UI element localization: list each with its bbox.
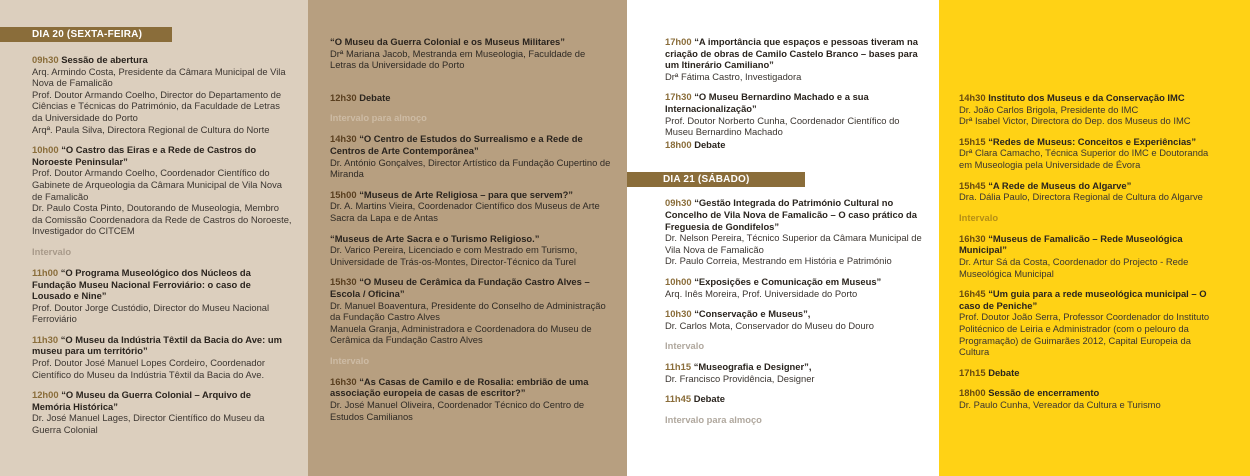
session-title: “Museus de Famalicão – Rede Museológica Municipal” (959, 232, 1183, 256)
session-title: “Exposições e Comunicação em Museus” (694, 275, 882, 287)
break-label: Intervalo (330, 354, 370, 366)
debate-item (665, 139, 927, 151)
session-title: Sessão de encerramento (988, 387, 1100, 399)
session-item (959, 136, 1220, 171)
session-heading (32, 267, 292, 302)
session-item (959, 92, 1220, 127)
session-heading (665, 197, 927, 232)
session-time: 17h15 (959, 366, 986, 378)
session-title: Debate (988, 366, 1020, 378)
session-title: “Museus de Arte Sacra e o Turismo Religioso.” (330, 232, 540, 244)
day-tag: DIA 21 (SÁBADO) (627, 172, 805, 187)
session-speakers: Dr. Varico Pereira, Licenciado e com Mestrado em Turismo, Universidade de Trás-os-Montes, Director-Técnico da Turel (330, 244, 578, 267)
session-list (330, 133, 611, 346)
session-time: 09h30 (32, 54, 59, 65)
session-item (32, 334, 292, 380)
session-item (665, 308, 927, 331)
session-item (665, 276, 927, 299)
session-title: “O Museu da Guerra Colonial – Arquivo de Memória Histórica” (32, 389, 251, 412)
session-heading (330, 133, 611, 156)
session-title: “Museus de Arte Religiosa – para que servem?” (359, 188, 573, 200)
session-title: “Conservação e Museus”, (694, 308, 811, 320)
session-speakers: Dr. A. Martins Vieira, Coordenador Científico dos Museus de Arte Sacra da Lapa e de Antas (330, 200, 600, 223)
session-speakers: Dra. Dália Paulo, Directora Regional de Cultura do Algarve (959, 191, 1203, 203)
session-time: 14h30 (959, 92, 986, 103)
session-time: 10h00 (32, 144, 59, 156)
session-list (665, 36, 927, 138)
session-time: 15h00 (330, 188, 357, 200)
session-time: 12h30 (330, 91, 357, 103)
session-list (330, 376, 611, 422)
session-item (330, 36, 611, 71)
session-speakers: Arq. Armindo Costa, Presidente da Câmara Municipal de Vila Nova de Famalicão Prof. Doutor Armando Coelho, Director do Departamento de Ciências e Técnicas do Património, da Faculdade de Letras da Universidade do Porto Arqª. Paula Silva, Directora Regional de Cultura do Norte (32, 65, 286, 135)
session-title: “A importância que espaços e pessoas tiveram na criação de obras de Camilo Castelo Branco – bases para um Itinerário Camiliano” (665, 36, 918, 71)
session-time: 16h30 (959, 232, 986, 244)
session-speakers: Arq. Inês Moreira, Prof. Universidade do Porto (665, 287, 858, 299)
session-list (32, 54, 292, 237)
session-speakers: Dr. Carlos Mota, Conservador do Museu do Douro (665, 319, 874, 331)
session-item (665, 91, 927, 137)
break-label: Intervalo (959, 211, 999, 223)
session-title: “O Castro das Eiras e a Rede de Castros do Noroeste Peninsular” (32, 144, 257, 167)
session-time: 11h00 (32, 266, 59, 278)
session-title: “Museografia e Designer”, (693, 361, 812, 373)
session-speakers: Drª Clara Camacho, Técnica Superior do IMC e Doutoranda em Museologia pela Universidade de Évora (959, 147, 1209, 170)
session-speakers: Prof. Doutor José Manuel Lopes Cordeiro, Coordenador Científico do Museu da Indústria Têxtil da Bacia do Ave. (32, 357, 265, 380)
session-item (959, 233, 1220, 279)
session-speakers: Dr. Artur Sá da Costa, Coordenador do Projecto - Rede Museológica Municipal (959, 255, 1189, 279)
session-heading (959, 233, 1220, 256)
session-time: 10h00 (665, 275, 692, 287)
lunch-break-label: Intervalo para almoço (330, 112, 427, 124)
session-title: “Redes de Museus: Conceitos e Experiências” (988, 135, 1197, 147)
session-item (665, 197, 927, 267)
session-list (959, 92, 1220, 203)
debate-item (665, 393, 927, 405)
session-title: “O Museu da Indústria Têxtil da Bacia do Ave: um museu para um território” (32, 333, 282, 357)
session-time: 17h00 (665, 36, 692, 47)
session-speakers: Prof. Doutor João Serra, Professor Coordenador do Instituto Politécnico de Leiria e Administrador (com o pelouro da Programação) de Guimarães 2012, Capital Europeia da Cultura (959, 311, 1210, 358)
debate-item (959, 367, 1220, 379)
session-title: “Um guia para a rede museológica municipal – O caso de Peniche” (959, 288, 1207, 311)
session-title: Instituto dos Museus e da Conservação IMC (988, 92, 1185, 103)
session-item (32, 389, 292, 435)
session-item (959, 288, 1220, 358)
session-time: 11h15 (665, 361, 692, 373)
session-list (959, 233, 1220, 358)
session-list (665, 361, 927, 384)
session-heading (330, 233, 611, 245)
break-label: Intervalo (32, 245, 72, 257)
break-label: Intervalo (665, 340, 705, 352)
session-item (665, 36, 927, 82)
session-item (330, 189, 611, 224)
session-time: 11h45 (665, 393, 692, 405)
session-item (330, 376, 611, 422)
session-heading (959, 92, 1220, 104)
session-item (330, 233, 611, 268)
session-heading (32, 334, 292, 357)
session-time: 10h30 (665, 308, 692, 320)
session-title: “As Casas de Camilo e de Rosalia: embrião de uma associação europeia de casas de escritor?” (330, 375, 589, 399)
session-list (330, 36, 611, 71)
session-time: 17h30 (665, 91, 692, 103)
session-heading (330, 36, 611, 48)
session-time: 15h45 (959, 179, 986, 191)
session-speakers: Prof. Doutor Armando Coelho, Coordenador Científico do Gabinete de Arqueologia da Câmara Municipal de Vila Nova de Famalicão Dr. Paulo Costa Pinto, Doutorando de Museologia, Membro da Comissão Coordenadora da Rede de Castros do Noroeste, Investigador do CITCEM (32, 167, 292, 237)
session-title: “O Centro de Estudos do Surrealismo e a Rede de Centros de Arte Contemporânea” (330, 133, 583, 156)
session-speakers: Drª Fátima Castro, Investigadora (665, 70, 802, 82)
session-heading (32, 144, 292, 167)
session-item (32, 267, 292, 325)
session-item (32, 54, 292, 135)
column-day21-afternoon (939, 0, 1250, 476)
session-heading (32, 389, 292, 412)
session-item (330, 276, 611, 346)
session-heading (330, 376, 611, 399)
session-title: Debate (359, 91, 391, 103)
session-item (959, 180, 1220, 203)
session-heading (330, 276, 611, 299)
session-speakers: Dr. António Gonçalves, Director Artístico da Fundação Cupertino de Miranda (330, 156, 611, 180)
session-heading (959, 387, 1220, 399)
session-heading (665, 276, 927, 288)
session-item (32, 144, 292, 237)
column-day21-morning (627, 0, 939, 476)
session-list (32, 267, 292, 436)
session-title: “O Museu de Cerâmica da Fundação Castro Alves – Escola / Oficina” (330, 276, 590, 299)
session-heading (665, 36, 927, 71)
debate-item (330, 92, 611, 104)
session-speakers: Prof. Doutor Norberto Cunha, Coordenador Científico do Museu Bernardino Machado (665, 114, 900, 138)
session-heading (959, 136, 1220, 148)
session-title: “Gestão Integrada do Património Cultural no Concelho de Vila Nova de Famalicão – O caso prático da Freguesia de Gondifelos” (665, 197, 917, 232)
session-heading (959, 288, 1220, 311)
session-heading (32, 54, 292, 66)
session-heading (330, 189, 611, 201)
session-time: 16h30 (330, 375, 357, 387)
session-title: Debate (694, 138, 726, 150)
session-speakers: Dr. José Manuel Lages, Director Científico do Museu da Guerra Colonial (32, 412, 265, 436)
session-title: Debate (693, 393, 725, 405)
session-title: “A Rede de Museus do Algarve” (988, 179, 1132, 191)
session-time: 15h30 (330, 276, 357, 288)
column-day20-afternoon (308, 0, 627, 476)
session-title: “O Programa Museológico dos Núcleos da Fundação Museu Nacional Ferroviário: o caso de Lousado e Nine” (32, 266, 251, 302)
session-title: “O Museu da Guerra Colonial e os Museus Militares” (330, 36, 565, 47)
column-day20-morning (0, 0, 308, 476)
session-time: 18h00 (959, 387, 986, 399)
session-item (959, 387, 1220, 410)
session-item (665, 361, 927, 384)
session-speakers: Drª Mariana Jacob, Mestranda em Museologia, Faculdade de Letras da Universidade do Porto (330, 47, 586, 71)
session-time: 14h30 (330, 133, 357, 145)
session-heading (959, 180, 1220, 192)
session-speakers: Dr. José Manuel Oliveira, Coordenador Técnico do Centro de Estudos Camilianos (330, 399, 585, 422)
session-heading (665, 361, 927, 373)
session-speakers: Dr. Paulo Cunha, Vereador da Cultura e Turismo (959, 398, 1161, 410)
session-time: 09h30 (665, 197, 692, 209)
session-speakers: Dr. João Carlos Brigola, Presidente do IMC Drª Isabel Victor, Directora do Dep. dos Museus do IMC (959, 103, 1191, 127)
day-tag: DIA 20 (SEXTA-FEIRA) (0, 27, 172, 42)
session-list (959, 387, 1220, 410)
lunch-break-label: Intervalo para almoço (665, 414, 762, 426)
session-time: 16h45 (959, 288, 986, 300)
session-title: Sessão de abertura (61, 54, 148, 65)
session-heading (665, 308, 927, 320)
session-time: 12h00 (32, 389, 59, 401)
session-speakers: Dr. Francisco Providência, Designer (665, 372, 815, 384)
session-speakers: Prof. Doutor Jorge Custódio, Director do Museu Nacional Ferroviário (32, 301, 270, 325)
session-item (330, 133, 611, 179)
session-time: 15h15 (959, 135, 986, 147)
session-time: 18h00 (665, 138, 692, 150)
session-speakers: Dr. Nelson Pereira, Técnico Superior da Câmara Municipal de Vila Nova de Famalicão Dr. Paulo Correia, Mestrando em História e Património (665, 232, 922, 267)
session-heading (665, 91, 927, 114)
session-speakers: Dr. Manuel Boaventura, Presidente do Conselho de Administração da Fundação Castro Alves Manuela Granja, Administradora e Coordenadora do Museu de Cerâmica da Fundação Castro Alves (330, 299, 606, 346)
session-time: 11h30 (32, 333, 59, 345)
session-list (665, 197, 927, 331)
session-title: “O Museu Bernardino Machado e a sua Internacionalização” (665, 91, 869, 114)
